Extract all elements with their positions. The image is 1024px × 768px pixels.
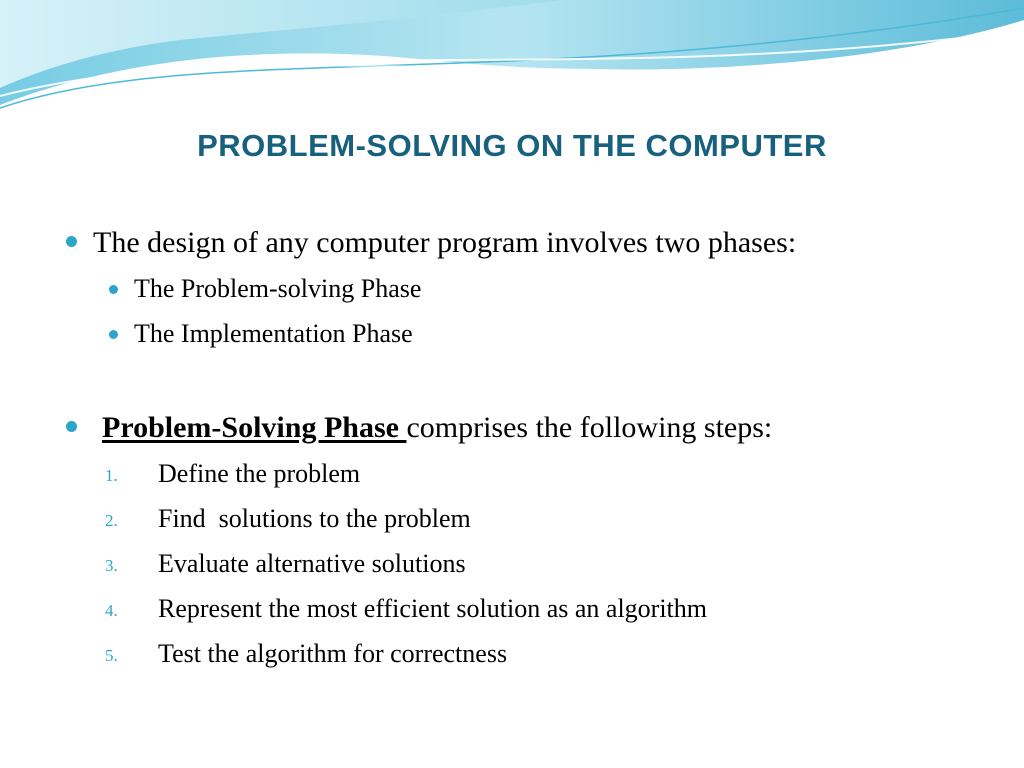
sub-bullet-implementation: The Implementation Phase: [134, 319, 413, 348]
step-item: Evaluate alternative solutions: [158, 549, 466, 578]
sub-bullet-problem-solving: The Problem-solving Phase: [134, 274, 422, 303]
step-number: 2.: [105, 511, 118, 530]
bullet-dot-icon: [66, 421, 77, 432]
bullet-dot-icon: [66, 236, 77, 247]
slide-title: PROBLEM-SOLVING ON THE COMPUTER: [197, 128, 827, 163]
header-wave-decoration: [0, 0, 1024, 130]
sub-bullet-dot-icon: [109, 330, 118, 339]
bullet-design-phases: The design of any computer program involves two phases:: [93, 226, 797, 259]
step-item: Find solutions to the problem: [158, 504, 471, 533]
step-number: 4.: [105, 601, 118, 620]
step-number: 3.: [105, 556, 118, 575]
bullet-rest-text: comprises the following steps:: [406, 411, 773, 444]
step-number: 5.: [105, 646, 118, 665]
step-item: Test the algorithm for correctness: [158, 639, 508, 668]
step-number: 1.: [105, 466, 118, 485]
bullet-problem-solving-steps: [102, 410, 772, 446]
step-item: Define the problem: [158, 459, 361, 488]
emphasis-problem-solving-phase: Problem-Solving Phase: [102, 411, 407, 444]
sub-bullet-dot-icon: [109, 285, 118, 294]
step-item: Represent the most efficient solution as an algorithm: [158, 594, 708, 623]
